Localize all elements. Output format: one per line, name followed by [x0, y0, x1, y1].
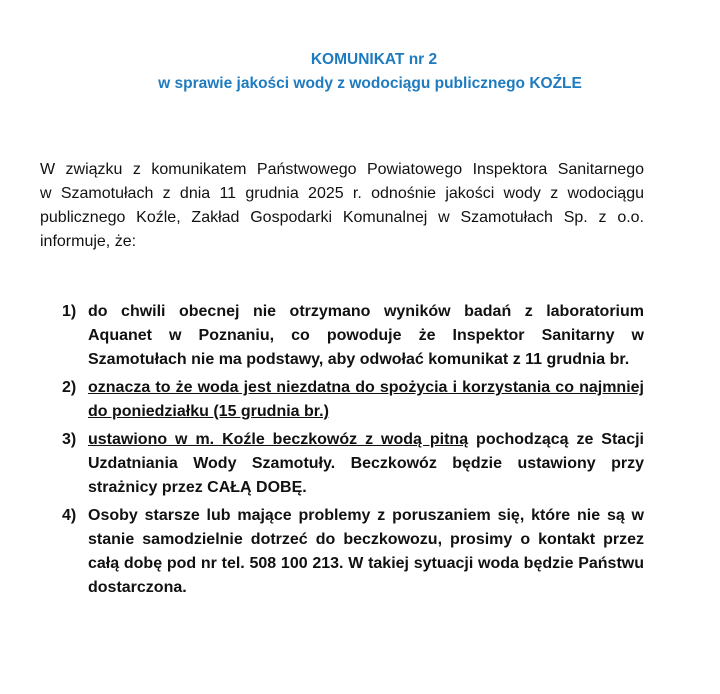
- list-item-line: [88, 428, 644, 452]
- list-item-line: Aquanet w Poznaniu, co powoduje że Inspektor Sanitarny w: [88, 327, 644, 344]
- list-item: [62, 300, 644, 372]
- list-item-line: oznacza to że woda jest niezdatna do spożycia i korzystania co najmniej: [88, 379, 644, 396]
- list-item-line: strażnicy przez CAŁĄ DOBĘ.: [88, 479, 307, 496]
- list-item-text: pochodzącą ze Stacji: [468, 431, 644, 448]
- title-line-2: w sprawie jakości wody z wodociągu publicznego KOŹLE: [158, 75, 582, 92]
- numbered-list: [62, 300, 644, 604]
- list-item-number: 3): [62, 431, 77, 448]
- list-item-number: 2): [62, 379, 77, 396]
- list-item-line: całą dobę pod nr tel. 508 100 213. W takiej sytuacji woda będzie Państwu: [88, 555, 644, 572]
- intro-paragraph: [40, 158, 644, 254]
- list-item-number: 4): [62, 507, 77, 524]
- intro-line: informuje, że:: [40, 233, 137, 250]
- list-item-line: stanie samodzielnie dotrzeć do beczkowozu, prosimy o kontakt przez: [88, 531, 644, 548]
- list-item-number: 1): [62, 303, 77, 320]
- list-item: [62, 504, 644, 600]
- intro-line: w Szamotułach z dnia 11 grudnia 2025 r. odnośnie jakości wody z wodociągu: [40, 185, 644, 202]
- list-item-line: [88, 400, 644, 424]
- intro-line: publicznego Koźle, Zakład Gospodarki Komunalnej w Szamotułach Sp. z o.o.: [40, 209, 644, 226]
- title-line-1: KOMUNIKAT nr 2: [310, 51, 438, 68]
- announcement-title: [0, 48, 720, 96]
- intro-line: W związku z komunikatem Państwowego Powiatowego Inspektora Sanitarnego: [40, 161, 644, 178]
- list-item-line: Uzdatniania Wody Szamotuły. Beczkowóz będzie ustawiony przy: [88, 455, 644, 472]
- list-item: [62, 428, 644, 500]
- list-item: [62, 376, 644, 424]
- list-item-line: do chwili obecnej nie otrzymano wyników badań z laboratorium: [88, 303, 644, 320]
- underlined-text: ustawiono w m. Koźle beczkowóz z wodą pitną: [88, 431, 469, 448]
- underlined-text: do poniedziałku (15 grudnia br.): [88, 403, 329, 420]
- list-item-line: Osoby starsze lub mające problemy z poruszaniem się, które nie są w: [88, 507, 644, 524]
- list-item-line: Szamotułach nie ma podstawy, aby odwołać komunikat z 11 grudnia br.: [88, 351, 630, 368]
- list-item-line: dostarczona.: [88, 579, 187, 596]
